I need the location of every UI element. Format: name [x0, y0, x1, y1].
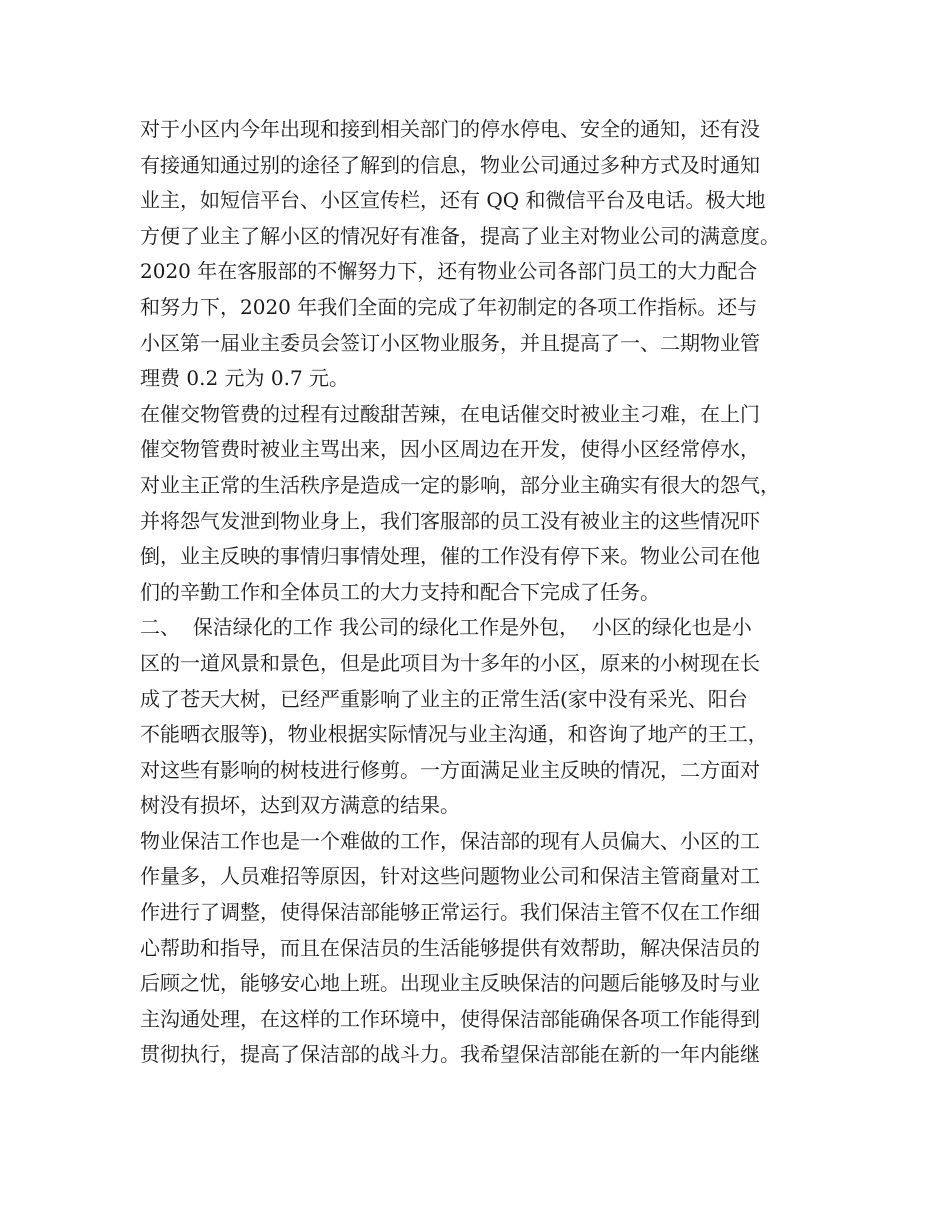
- text-line: 小区第一届业主委员会签订小区物业服务，并且提高了一、二期物业管: [140, 330, 760, 355]
- text-line: 对这些有影响的树枝进行修剪。一方面满足业主反映的情况，二方面对: [140, 757, 760, 782]
- text-line: 并将怨气发泄到物业身上，我们客服部的员工没有被业主的这些情况吓: [140, 508, 760, 533]
- text-line: 催交物管费时被业主骂出来，因小区周边在开发，使得小区经常停水，: [140, 437, 760, 462]
- text-line: 贯彻执行，提高了保洁部的战斗力。我希望保洁部能在新的一年内能继: [140, 1042, 760, 1067]
- text-line: 倒，业主反映的事情归事情处理，催的工作没有停下来。物业公司在他: [140, 544, 760, 569]
- text-line: 成了苍天大树，已经严重影响了业主的正常生活(家中没有采光、阳台: [140, 686, 748, 711]
- text-line: 区的一道风景和景色，但是此项目为十多年的小区，原来的小树现在长: [140, 650, 760, 675]
- text-line: 不能晒衣服等)，物业根据实际情况与业主沟通，和咨询了地产的王工，: [140, 722, 768, 747]
- text-line: 在催交物管费的过程有过酸甜苦辣，在电话催交时被业主刁难，在上门: [140, 401, 760, 426]
- text-line: 心帮助和指导，而且在保洁员的生活能够提供有效帮助，解决保洁员的: [140, 935, 760, 960]
- text-line: 作量多，人员难招等原因，针对这些问题物业公司和保洁主管商量对工: [140, 864, 760, 889]
- text-line: 有接通知通过别的途径了解到的信息，物业公司通过多种方式及时通知: [140, 152, 760, 177]
- section-heading-line: 二、 保洁绿化的工作 我公司的绿化工作是外包， 小区的绿化也是小: [140, 615, 752, 640]
- text-line: 业主，如短信平台、小区宣传栏，还有 QQ 和微信平台及电话。极大地: [140, 188, 766, 213]
- text-line: 和努力下，2020 年我们全面的完成了年初制定的各项工作指标。还与: [140, 294, 758, 319]
- text-line: 对于小区内今年出现和接到相关部门的停水停电、安全的通知，还有没: [140, 117, 760, 141]
- text-line: 理费 0.2 元为 0.7 元。: [140, 366, 350, 391]
- text-line: 物业保洁工作也是一个难做的工作，保洁部的现有人员偏大、小区的工: [140, 828, 760, 853]
- text-line: 2020 年在客服部的不懈努力下，还有物业公司各部门员工的大力配合: [140, 259, 758, 284]
- text-line: 后顾之忧，能够安心地上班。出现业主反映保洁的问题后能够及时与业: [140, 971, 760, 996]
- text-line: 们的辛勤工作和全体员工的大力支持和配合下完成了任务。: [140, 579, 660, 604]
- text-line: 树没有损坏，达到双方满意的结果。: [140, 793, 460, 818]
- document-body: [140, 112, 840, 1073]
- text-line: 主沟通处理，在这样的工作环境中，使得保洁部能确保各项工作能得到: [140, 1006, 760, 1031]
- text-line: 对业主正常的生活秩序是造成一定的影响，部分业主确实有很大的怨气，: [140, 472, 780, 497]
- text-line: 作进行了调整，使得保洁部能够正常运行。我们保洁主管不仅在工作细: [140, 900, 760, 925]
- text-line: 方便了业主了解小区的情况好有准备，提高了业主对物业公司的满意度。: [140, 223, 780, 248]
